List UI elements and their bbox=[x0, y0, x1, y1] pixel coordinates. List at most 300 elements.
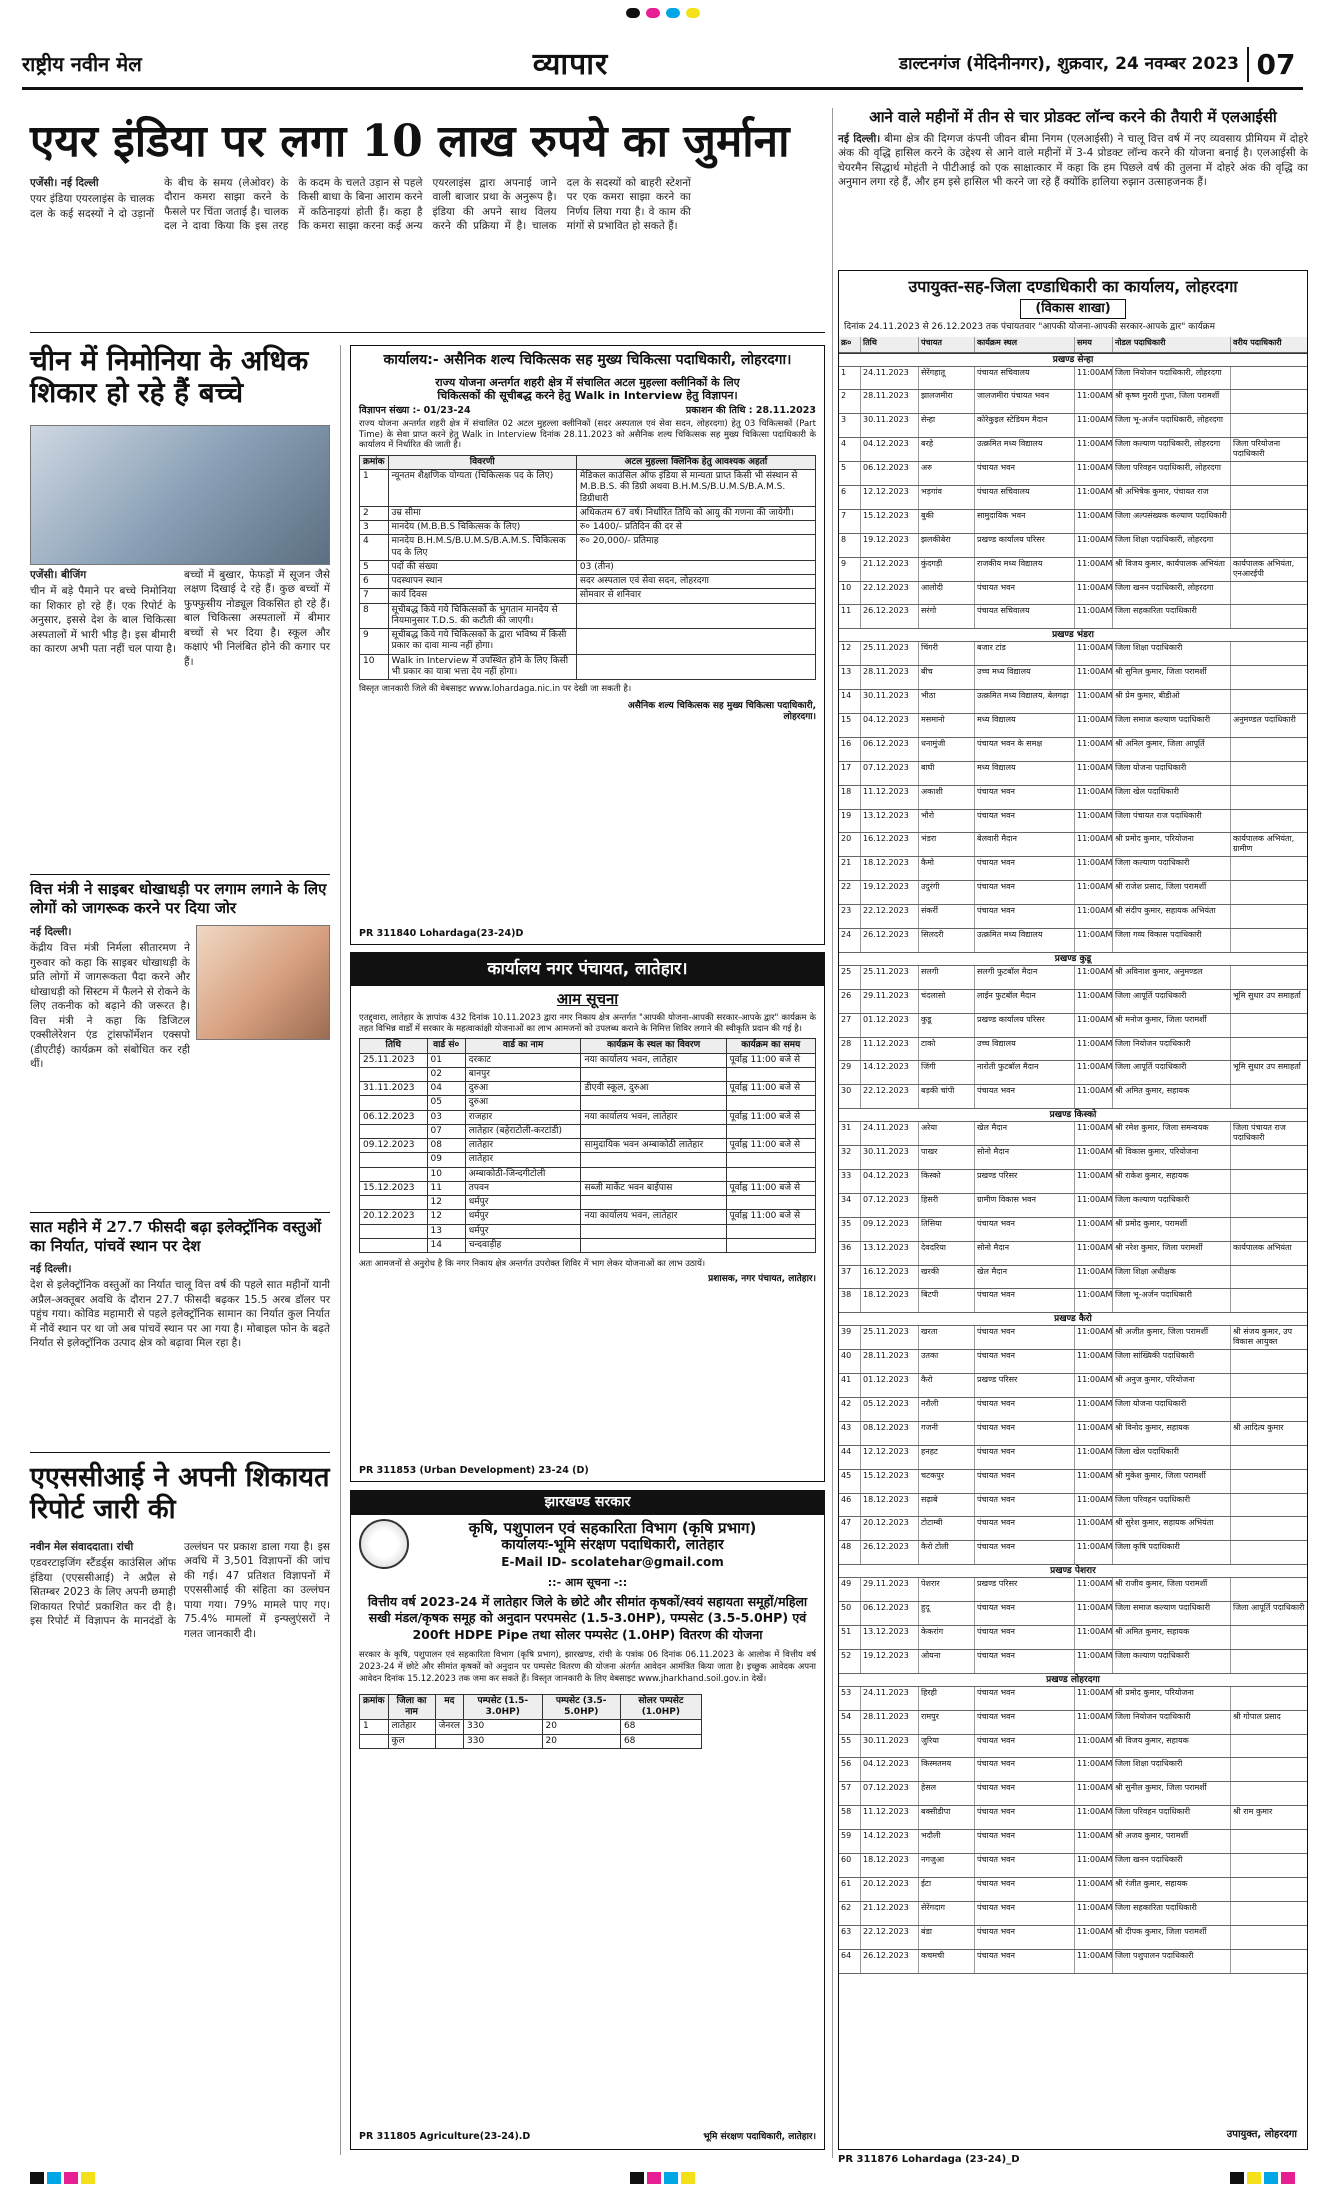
health-ad-ref: विज्ञापन संख्या :- 01/23-24 bbox=[359, 405, 471, 416]
table-cell: 26.12.2023 bbox=[861, 1541, 919, 1564]
schedule-row bbox=[839, 1830, 1307, 1854]
table-cell: पंचायत भवन bbox=[975, 905, 1075, 928]
table-cell bbox=[726, 1167, 815, 1181]
table-cell: 19.12.2023 bbox=[861, 881, 919, 904]
table-cell bbox=[1231, 1541, 1307, 1564]
table-cell: 11:00AM bbox=[1075, 486, 1113, 509]
table-cell: ओयना bbox=[919, 1650, 975, 1673]
lead-byline: एजेंसी। नई दिल्ली bbox=[30, 177, 99, 189]
table-cell: प्रखण्ड परिसर bbox=[975, 1170, 1075, 1193]
table-cell bbox=[1231, 534, 1307, 557]
table-cell: टाको bbox=[919, 1038, 975, 1061]
table-cell: पंचायत भवन bbox=[975, 1602, 1075, 1625]
schedule-row bbox=[839, 1289, 1307, 1313]
schedule-row bbox=[839, 1194, 1307, 1218]
china-photo bbox=[30, 425, 330, 565]
table-cell bbox=[1231, 1170, 1307, 1193]
table-cell: कार्यपालक अभियंता, एनआरईपी bbox=[1233, 558, 1295, 578]
table-cell: कैमो bbox=[919, 857, 975, 880]
table-cell: देवदरिया bbox=[919, 1242, 975, 1265]
table-cell: जिला नियोजन पदाधिकारी, लोहरदगा bbox=[1113, 367, 1231, 390]
table-cell bbox=[1231, 1266, 1307, 1289]
table-cell: 11:00AM bbox=[1075, 690, 1113, 713]
table-cell: बेलवारी मैदान bbox=[975, 833, 1075, 856]
schedule-section-heading: प्रखण्ड किस्को bbox=[839, 1109, 1307, 1122]
table-cell: न्यूनतम शैक्षणिक योग्यता (चिकित्सक पद के लिए) bbox=[388, 470, 576, 507]
table-cell: श्री प्रमोद कुमार, परामर्शी bbox=[1113, 1218, 1231, 1241]
table-cell: 46 bbox=[839, 1494, 861, 1517]
table-cell: 26 bbox=[839, 990, 861, 1013]
table-cell: 11.12.2023 bbox=[861, 786, 919, 809]
table-cell: श्री अनिल कुमार, जिला आपूर्ति bbox=[1113, 738, 1231, 761]
table-cell: पंचायत भवन bbox=[975, 1711, 1075, 1734]
table-cell: 17 bbox=[839, 762, 861, 785]
table-cell: 05.12.2023 bbox=[861, 1398, 919, 1421]
table-cell: 11 bbox=[839, 605, 861, 628]
table-cell: 11:00AM bbox=[1075, 1782, 1113, 1805]
schedule-row bbox=[839, 1061, 1307, 1085]
table-cell: लातेहार bbox=[465, 1139, 581, 1153]
krishi-ad-dept: कृषि, पशुपालन एवं सहकारिता विभाग (कृषि प्रभाग) bbox=[468, 1518, 757, 1537]
krishi-ad-gov: झारखण्ड सरकार bbox=[351, 1491, 824, 1515]
table-cell bbox=[1231, 690, 1307, 713]
table-cell: सलगी फुटबॉल मैदान bbox=[975, 966, 1075, 989]
table-cell: 15.12.2023 bbox=[861, 1470, 919, 1493]
table-cell: जिला योजना पदाधिकारी bbox=[1113, 762, 1231, 785]
table-cell: कुंदगड़ी bbox=[919, 558, 975, 581]
table-cell: 49 bbox=[839, 1578, 861, 1601]
lic-body: बीमा क्षेत्र की दिग्गज कंपनी जीवन बीमा निगम (एलआईसी) ने चालू वित्त वर्ष में नए व्यवसाय प्रीमियम में दोहरे अंक की वृद्धि हासिल करने के उद्देश्य से आने वाले महीनों में 3-4 प्रोडक्ट लॉन्च करने की योजना बनाई है। एलआईसी के चेयरमैन सिद्धार्थ मोहंती ने पीटीआई को एक साक्षात्कार में कहा कि हम पिछले वर्ष की तुलना में दोहरे अंक की वृद्धि का अनुमान लगा रहे हैं, और हम इसे हासिल भी करने जा रहे हैं क्योंकि हालिया रुझान उत्साहजनक हैं। bbox=[838, 133, 1308, 189]
table-cell: 1 bbox=[839, 367, 861, 390]
table-cell: 1 bbox=[360, 1720, 389, 1734]
table-cell: पंचायत भवन bbox=[975, 1085, 1075, 1108]
table-row bbox=[360, 1210, 816, 1224]
schedule-row bbox=[839, 1782, 1307, 1806]
table-cell: 04.12.2023 bbox=[861, 714, 919, 737]
table-cell: पूर्वाह्न 11:00 बजे से bbox=[726, 1110, 815, 1124]
table-cell: 18.12.2023 bbox=[861, 857, 919, 880]
table-cell: पंचायत भवन bbox=[975, 582, 1075, 605]
table-cell: पंचायत भवन bbox=[975, 1517, 1075, 1540]
table-cell bbox=[1231, 1878, 1307, 1901]
schedule-row bbox=[839, 1711, 1307, 1735]
schedule-row bbox=[839, 1902, 1307, 1926]
table-cell: 07 bbox=[427, 1124, 465, 1138]
nagar-ad-pr: PR 311853 (Urban Development) 23-24 (D) bbox=[359, 1465, 589, 1477]
table-cell: 11:00AM bbox=[1075, 1650, 1113, 1673]
table-cell: 11:00AM bbox=[1075, 1878, 1113, 1901]
table-cell: टोटाम्बी bbox=[919, 1517, 975, 1540]
table-cell: 06.12.2023 bbox=[861, 462, 919, 485]
table-cell bbox=[1231, 1350, 1307, 1373]
asci-article bbox=[30, 1540, 330, 2150]
table-cell: 9 bbox=[839, 558, 861, 581]
table-cell: 11:00AM bbox=[1075, 905, 1113, 928]
table-cell: 11:00AM bbox=[1075, 1350, 1113, 1373]
table-cell: नया कार्यालय भवन, लातेहार bbox=[581, 1110, 726, 1124]
table-cell: हेसल bbox=[919, 1782, 975, 1805]
table-cell: 11:00AM bbox=[1075, 810, 1113, 833]
table-cell: श्री प्रमोद कुमार, परियोजना bbox=[1113, 833, 1231, 856]
table-row bbox=[360, 1720, 702, 1734]
table-cell: आलोदी bbox=[919, 582, 975, 605]
table-cell: जिला पशुपालन पदाधिकारी bbox=[1113, 1950, 1231, 1973]
table-cell: 11:00AM bbox=[1075, 738, 1113, 761]
table-cell: 20.12.2023 bbox=[861, 1517, 919, 1540]
table-cell: 07.12.2023 bbox=[861, 762, 919, 785]
cyber-headline: वित्त मंत्री ने साइबर धोखाधड़ी पर लगाम लगाने के लिए लोगों को जागरूक करने पर दिया जोर bbox=[30, 880, 327, 917]
table-cell bbox=[1231, 1830, 1307, 1853]
table-cell: 02 bbox=[427, 1067, 465, 1081]
table-cell: कैरो bbox=[919, 1374, 975, 1397]
table-cell: 29.11.2023 bbox=[861, 1578, 919, 1601]
table-cell: 54 bbox=[839, 1711, 861, 1734]
table-cell: पंचायत भवन bbox=[975, 1735, 1075, 1758]
table-cell: जिला खनन पदाधिकारी, लोहरदगा bbox=[1113, 582, 1231, 605]
schedule-row bbox=[839, 666, 1307, 690]
krishi-ad-office: कार्यालयः-भूमि संरक्षण पदाधिकारी, लातेहार bbox=[501, 1537, 724, 1554]
table-cell: 21.12.2023 bbox=[861, 1902, 919, 1925]
table-cell bbox=[360, 1153, 428, 1167]
schedule-title: उपायुक्त-सह-जिला दण्डाधिकारी का कार्यालय, लोहरदगा bbox=[908, 277, 1238, 296]
table-cell: पंचायत भवन bbox=[975, 1878, 1075, 1901]
table-cell: बानपुर bbox=[465, 1067, 581, 1081]
table-cell: 30.11.2023 bbox=[861, 1735, 919, 1758]
exports-byline: नई दिल्ली। bbox=[30, 1263, 72, 1275]
schedule-row bbox=[839, 990, 1307, 1014]
table-cell: 11:00AM bbox=[1075, 1541, 1113, 1564]
table-cell: ग्रामीण विकास भवन bbox=[975, 1194, 1075, 1217]
table-cell: कचमची bbox=[919, 1950, 975, 1973]
table-cell: जिला सहकारिता पदाधिकारी bbox=[1113, 605, 1231, 628]
cyber-byline: नई दिल्ली। bbox=[30, 926, 72, 938]
table-cell: 11:00AM bbox=[1075, 833, 1113, 856]
nagar-ad-footer: अतः आमजनों से अनुरोध है कि नगर निकाय क्षेत्र अन्तर्गत उपरोक्त शिविर में भाग लेकर योजनाओं का लाभ उठायें। bbox=[359, 1259, 706, 1269]
table-cell: झालजमीरा bbox=[919, 390, 975, 413]
lead-article bbox=[30, 176, 825, 326]
table-cell: 7 bbox=[839, 510, 861, 533]
table-cell: 11:00AM bbox=[1075, 1926, 1113, 1949]
table-cell: अम्बाकोठी-जिन्दगीटोली bbox=[465, 1167, 581, 1181]
table-cell: 16 bbox=[839, 738, 861, 761]
table-cell: 8 bbox=[360, 603, 389, 629]
schedule-row bbox=[839, 582, 1307, 606]
table-cell: बुकी bbox=[919, 510, 975, 533]
table-cell: पंचायत भवन bbox=[975, 1446, 1075, 1469]
table-cell: दरकाट bbox=[465, 1053, 581, 1067]
table-cell bbox=[726, 1224, 815, 1238]
table-cell: 4 bbox=[360, 535, 389, 561]
table-cell: पंचायत भवन bbox=[975, 1830, 1075, 1853]
table-cell: 18 bbox=[839, 786, 861, 809]
table-cell bbox=[1231, 762, 1307, 785]
table-cell: झलकीबेरा bbox=[919, 534, 975, 557]
table-cell: जिला नियोजन पदाधिकारी bbox=[1113, 1038, 1231, 1061]
table-cell: 22.12.2023 bbox=[861, 905, 919, 928]
table-cell: 20.12.2023 bbox=[861, 1878, 919, 1901]
table-header: पम्पसेट (3.5-5.0HP) bbox=[542, 1694, 620, 1720]
table-cell: खेल मैदान bbox=[975, 1122, 1075, 1145]
table-cell bbox=[581, 1238, 726, 1252]
table-cell: उत्क्रमित मध्य विद्यालय bbox=[975, 438, 1075, 461]
table-cell: श्री रमेश कुमार, जिला समन्वयक bbox=[1113, 1122, 1231, 1145]
table-row bbox=[360, 1167, 816, 1181]
table-cell: 14 bbox=[427, 1238, 465, 1252]
table-cell: 28 bbox=[839, 1038, 861, 1061]
table-cell: 12.12.2023 bbox=[861, 486, 919, 509]
health-ad-intro: राज्य योजना अन्तर्गत शहरी क्षेत्र में संचालित 02 अटल मुहल्ला क्लीनिकों (सदर अस्पताल एवं सेवा सदन, लोहरदगा) हेतु 03 चिकित्सकों (Part Time) के सेवा प्राप्त करने हेतु Walk in Interview दिनांक 28.11.2023 को असैनिक शल्य चिकित्सक सह मुख्य चिकित्सा पदाधिकारी के कार्यालय में निर्धारित की जाती है। bbox=[359, 418, 816, 451]
table-cell: पंचायत भवन bbox=[975, 1289, 1075, 1312]
schedule-header-row bbox=[839, 337, 1307, 353]
table-cell: 26.12.2023 bbox=[861, 605, 919, 628]
table-cell: सेन्हा bbox=[919, 414, 975, 437]
table-cell: 63 bbox=[839, 1926, 861, 1949]
table-cell: 11:00AM bbox=[1075, 1218, 1113, 1241]
table-cell: 28.11.2023 bbox=[861, 1350, 919, 1373]
table-cell: 11:00AM bbox=[1075, 1374, 1113, 1397]
table-cell: 11:00AM bbox=[1075, 1711, 1113, 1734]
table-cell: लाईन फुटबॉल मैदान bbox=[975, 990, 1075, 1013]
table-cell: सढ़ाबे bbox=[919, 1494, 975, 1517]
table-cell: पंचायत भवन bbox=[975, 1926, 1075, 1949]
table-cell: जिला परिवहन पदाधिकारी bbox=[1113, 1494, 1231, 1517]
table-cell: तिसिया bbox=[919, 1218, 975, 1241]
table-cell: 3 bbox=[360, 521, 389, 535]
table-cell: पंचायत सचिवालय bbox=[975, 605, 1075, 628]
table-cell: 12 bbox=[839, 642, 861, 665]
table-cell: 19.12.2023 bbox=[861, 534, 919, 557]
table-row bbox=[360, 506, 816, 520]
table-cell: 27 bbox=[839, 1014, 861, 1037]
table-cell: 26.12.2023 bbox=[861, 929, 919, 952]
table-cell bbox=[360, 1196, 428, 1210]
table-cell: 24.11.2023 bbox=[861, 367, 919, 390]
table-cell: 11:00AM bbox=[1075, 1061, 1113, 1084]
table-cell: श्री संजय कुमार, उप विकास आयुक्त bbox=[1233, 1327, 1293, 1347]
table-cell: 42 bbox=[839, 1398, 861, 1421]
table-cell: 03 (तीन) bbox=[576, 560, 815, 574]
schedule-row bbox=[839, 1085, 1307, 1109]
table-cell: 24.11.2023 bbox=[861, 1122, 919, 1145]
table-cell: जिला आपूर्ति पदाधिकारी bbox=[1233, 1603, 1305, 1613]
table-cell: पंचायत भवन bbox=[975, 1422, 1075, 1445]
table-cell: जिला कल्याण पदाधिकारी bbox=[1113, 1650, 1231, 1673]
schedule-row bbox=[839, 1218, 1307, 1242]
table-cell: लातेहार (बहेराटोली-करटांडी) bbox=[465, 1124, 581, 1138]
table-cell bbox=[1231, 582, 1307, 605]
health-ad-subtitle: राज्य योजना अन्तर्गत शहरी क्षेत्र में संचालित अटल मुहल्ला क्लीनिकों के लिए bbox=[435, 375, 740, 389]
table-cell: सूचीबद्ध किये गये चिकित्सकों के द्वारा भविष्य में किसी प्रकार का दावा मान्य नहीं होगा। bbox=[388, 629, 576, 655]
table-cell: 11:00AM bbox=[1075, 1326, 1113, 1349]
table-cell bbox=[726, 1238, 815, 1252]
table-cell: मेडिकल काउंसिल ऑफ इंडिया से मान्यता प्राप्त किसी भी संस्थान से M.B.B.S. की डिग्री अथवा B.H.M.S/B.U.M.S/B.A.M.S. डिग्रीधारी bbox=[576, 470, 815, 507]
schedule-row bbox=[839, 438, 1307, 462]
table-row bbox=[360, 521, 816, 535]
schedule-ad bbox=[838, 270, 1308, 2150]
table-cell: संकर्री bbox=[919, 905, 975, 928]
table-cell: मध्य विद्यालय bbox=[975, 714, 1075, 737]
table-cell: 11:00AM bbox=[1075, 666, 1113, 689]
table-cell: 11:00AM bbox=[1075, 510, 1113, 533]
table-cell: 11:00AM bbox=[1075, 1735, 1113, 1758]
nagar-ad-intro: एतद्द्वारा, लातेहार के ज्ञापांक 432 दिनांक 10.11.2023 द्वारा नगर निकाय क्षेत्र अन्तर्गत "आपकी योजना-आपकी सरकार-आपके द्वार" कार्यक्रम के तहत विभिन्न वार्डों में सरकार के महत्वाकांक्षी योजनाओं का लाभ आमजनों को उपलब्ध कराने के निमित्त शिविर लगाने की स्वीकृति प्रदान की गई है। bbox=[359, 1013, 816, 1034]
exports-article bbox=[30, 1262, 330, 1442]
table-row bbox=[360, 1224, 816, 1238]
table-cell: 64 bbox=[839, 1950, 861, 1973]
table-header: विवरणी bbox=[388, 455, 576, 469]
table-cell: श्री अमित कुमार, सहायक bbox=[1113, 1626, 1231, 1649]
table-cell: नरौली bbox=[919, 1398, 975, 1421]
divider bbox=[30, 1212, 330, 1213]
table-cell: 32 bbox=[839, 1146, 861, 1169]
table-cell: 11:00AM bbox=[1075, 929, 1113, 952]
table-cell bbox=[1231, 929, 1307, 952]
table-cell: 3 bbox=[839, 414, 861, 437]
table-cell bbox=[581, 1096, 726, 1110]
table-cell: 21.12.2023 bbox=[861, 558, 919, 581]
table-cell: नगजुआ bbox=[919, 1854, 975, 1877]
table-cell: 11:00AM bbox=[1075, 786, 1113, 809]
table-cell: 13 bbox=[839, 666, 861, 689]
health-ad-title: कार्यालय:- असैनिक शल्य चिकित्सक सह मुख्य चिकित्सा पदाधिकारी, लोहरदगा। bbox=[383, 352, 792, 368]
table-cell: 01 bbox=[427, 1053, 465, 1067]
table-cell bbox=[576, 603, 815, 629]
column-rule bbox=[340, 345, 341, 2155]
registration-marks-bottom bbox=[0, 2172, 1325, 2186]
table-cell: जिला खेल पदाधिकारी bbox=[1113, 1446, 1231, 1469]
schedule-row bbox=[839, 1326, 1307, 1350]
table-cell: सूचीबद्ध किये गये चिकित्सकों के भुगतान मानदेय से नियमानुसार T.D.S. की कटौती की जाएगी। bbox=[388, 603, 576, 629]
table-cell: दुरुआ bbox=[465, 1082, 581, 1096]
table-cell: 11:00AM bbox=[1075, 558, 1113, 581]
table-cell: 11:00AM bbox=[1075, 714, 1113, 737]
table-cell: केकरांग bbox=[919, 1626, 975, 1649]
table-cell: 1 bbox=[360, 470, 389, 507]
table-cell: 11:00AM bbox=[1075, 990, 1113, 1013]
table-cell: लातेहार bbox=[465, 1153, 581, 1167]
table-cell: 16.12.2023 bbox=[861, 833, 919, 856]
table-cell: जिला कल्याण पदाधिकारी bbox=[1113, 1194, 1231, 1217]
table-cell: पंचायत भवन bbox=[975, 1350, 1075, 1373]
table-cell: 2 bbox=[839, 390, 861, 413]
table-cell: बिटपी bbox=[919, 1289, 975, 1312]
table-cell: 11:00AM bbox=[1075, 582, 1113, 605]
krishi-ad-notice-title: ::- आम सूचना -:: bbox=[547, 1575, 628, 1589]
table-cell bbox=[360, 1096, 428, 1110]
schedule-section-heading: प्रखण्ड लोहरदगा bbox=[839, 1674, 1307, 1687]
nagar-ad-title: कार्यालय नगर पंचायत, लातेहार। bbox=[351, 953, 824, 986]
table-cell: 11:00AM bbox=[1075, 1854, 1113, 1877]
table-cell: जिला सांख्यिकी पदाधिकारी bbox=[1113, 1350, 1231, 1373]
table-cell: सेरेंगदाग bbox=[919, 1902, 975, 1925]
schedule-row bbox=[839, 1014, 1307, 1038]
table-cell: जिला शिक्षा पदाधिकारी bbox=[1113, 642, 1231, 665]
table-cell: पंचायत भवन bbox=[975, 1626, 1075, 1649]
lic-byline: नई दिल्ली। bbox=[838, 133, 881, 145]
table-cell: 11:00AM bbox=[1075, 1517, 1113, 1540]
table-cell: नया कार्यालय भवन, लातेहार bbox=[581, 1053, 726, 1067]
table-cell: 15.12.2023 bbox=[861, 510, 919, 533]
table-cell: 05 bbox=[427, 1096, 465, 1110]
schedule-row bbox=[839, 1650, 1307, 1674]
table-cell: श्री प्रेम कुमार, बीडीओ bbox=[1113, 690, 1231, 713]
table-cell: 8 bbox=[839, 534, 861, 557]
table-cell: श्री कृष्ण मुरारी गुप्ता, जिला परामर्शी bbox=[1113, 390, 1231, 413]
table-cell: पंचायत भवन bbox=[975, 1494, 1075, 1517]
table-cell: 11:00AM bbox=[1075, 1578, 1113, 1601]
schedule-row bbox=[839, 1735, 1307, 1759]
table-cell: 5 bbox=[360, 560, 389, 574]
table-cell: 01.12.2023 bbox=[861, 1374, 919, 1397]
table-cell: श्री सुनील कुमार, जिला परामर्शी bbox=[1113, 1782, 1231, 1805]
table-cell: जिला पंचायत राज पदाधिकारी bbox=[1233, 1123, 1286, 1143]
table-cell: श्री विजय कुमार, सहायक bbox=[1113, 1735, 1231, 1758]
table-cell: 36 bbox=[839, 1242, 861, 1265]
table-cell: उच्च मध्य विद्यालय bbox=[975, 666, 1075, 689]
table-cell: जिला आपूर्ति पदाधिकारी bbox=[1113, 1061, 1231, 1084]
schedule-row bbox=[839, 714, 1307, 738]
table-cell: 24 bbox=[839, 929, 861, 952]
table-cell bbox=[1231, 462, 1307, 485]
table-cell: 11:00AM bbox=[1075, 1398, 1113, 1421]
table-cell: 23 bbox=[839, 905, 861, 928]
table-cell: नया कार्यालय भवन, लातेहार bbox=[581, 1210, 726, 1224]
table-cell bbox=[1231, 1626, 1307, 1649]
table-cell: कार्यपालक अभियंता, ग्रामीण bbox=[1233, 834, 1295, 854]
table-cell: प्रखण्ड परिसर bbox=[975, 1578, 1075, 1601]
table-cell: 11:00AM bbox=[1075, 1038, 1113, 1061]
table-cell: श्री विनोद कुमार, सहायक bbox=[1113, 1422, 1231, 1445]
table-cell: राजहार bbox=[465, 1110, 581, 1124]
table-cell: कुडू bbox=[919, 1014, 975, 1037]
table-cell bbox=[1231, 1218, 1307, 1241]
table-cell: 11:00AM bbox=[1075, 1494, 1113, 1517]
schedule-section-heading: प्रखण्ड भंडरा bbox=[839, 629, 1307, 642]
schedule-row bbox=[839, 1602, 1307, 1626]
table-cell: उम्र सीमा bbox=[388, 506, 576, 520]
table-cell: 11:00AM bbox=[1075, 1806, 1113, 1829]
table-header: क्रमांक bbox=[360, 1694, 389, 1720]
table-cell: भूमि सुधार उप समाहर्ता bbox=[1233, 1062, 1301, 1072]
table-cell: पंचायत भवन bbox=[975, 1541, 1075, 1564]
table-cell: पंचायत भवन bbox=[975, 1902, 1075, 1925]
table-cell: 12.12.2023 bbox=[861, 1446, 919, 1469]
table-cell: धनामुंजी bbox=[919, 738, 975, 761]
table-cell: 04.12.2023 bbox=[861, 1170, 919, 1193]
table-cell: बजार टांड bbox=[975, 642, 1075, 665]
table-cell: जिला कल्याण पदाधिकारी bbox=[1113, 857, 1231, 880]
health-ad-signature: असैनिक शल्य चिकित्सक सह मुख्य चिकित्सा पदाधिकारी, लोहरदगा। bbox=[627, 700, 816, 722]
table-cell: चिंगरी bbox=[919, 642, 975, 665]
table-cell: पूर्वाह्न 11:00 बजे से bbox=[726, 1139, 815, 1153]
schedule-section-heading: प्रखण्ड सेन्हा bbox=[839, 354, 1307, 367]
table-cell: 11:00AM bbox=[1075, 605, 1113, 628]
table-cell: जिला समाज कल्याण पदाधिकारी bbox=[1113, 714, 1231, 737]
table-cell bbox=[1231, 1758, 1307, 1781]
table-cell: श्री राजीव कुमार, जिला परामर्शी bbox=[1113, 1578, 1231, 1601]
asci-headline: एएससीआई ने अपनी शिकायत रिपोर्ट जारी की bbox=[30, 1462, 330, 1526]
table-row bbox=[360, 535, 816, 561]
table-cell: पंचायत भवन bbox=[975, 1650, 1075, 1673]
table-cell: 68 bbox=[620, 1720, 701, 1734]
table-cell: 11:00AM bbox=[1075, 1170, 1113, 1193]
dateline: डाल्टनगंज (मेदिनीनगर), शुक्रवार, 24 नवम्बर 2023 bbox=[898, 53, 1239, 74]
nagar-ad bbox=[350, 952, 825, 1482]
china-headline: चीन में निमोनिया के अधिक शिकार हो रहे हैं बच्चे bbox=[30, 344, 309, 410]
schedule-row bbox=[839, 1517, 1307, 1541]
schedule-row bbox=[839, 738, 1307, 762]
table-cell bbox=[1231, 1038, 1307, 1061]
